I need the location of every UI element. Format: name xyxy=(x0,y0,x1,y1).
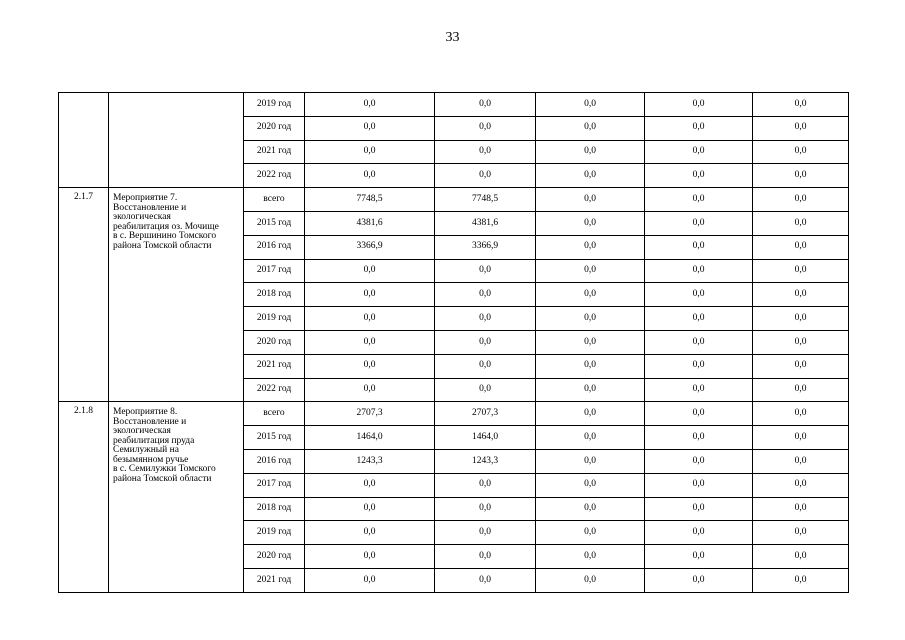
value-cell: 0,0 xyxy=(536,93,645,117)
value-cell: 0,0 xyxy=(305,164,435,188)
value-cell: 0,0 xyxy=(305,330,435,354)
value-cell: 0,0 xyxy=(305,568,435,592)
value-cell: 0,0 xyxy=(645,354,753,378)
year-cell: 2018 год xyxy=(244,497,305,521)
value-cell: 0,0 xyxy=(645,378,753,402)
value-cell: 1464,0 xyxy=(435,426,536,450)
value-cell: 0,0 xyxy=(435,140,536,164)
value-cell: 0,0 xyxy=(536,307,645,331)
value-cell: 0,0 xyxy=(435,497,536,521)
year-cell: 2017 год xyxy=(244,259,305,283)
measure-number-cell xyxy=(59,93,109,188)
value-cell: 0,0 xyxy=(435,307,536,331)
value-cell: 0,0 xyxy=(305,259,435,283)
value-cell: 0,0 xyxy=(753,330,849,354)
value-cell: 0,0 xyxy=(645,188,753,212)
value-cell: 0,0 xyxy=(645,116,753,140)
year-cell: 2015 год xyxy=(244,211,305,235)
table-row xyxy=(59,93,849,117)
year-cell: всего xyxy=(244,402,305,426)
value-cell: 0,0 xyxy=(753,402,849,426)
value-cell: 0,0 xyxy=(753,283,849,307)
value-cell: 0,0 xyxy=(645,93,753,117)
value-cell: 0,0 xyxy=(645,283,753,307)
value-cell: 0,0 xyxy=(435,545,536,569)
value-cell: 0,0 xyxy=(753,473,849,497)
value-cell: 0,0 xyxy=(536,235,645,259)
value-cell: 0,0 xyxy=(435,164,536,188)
measure-number-cell: 2.1.8 xyxy=(59,402,109,592)
value-cell: 0,0 xyxy=(645,330,753,354)
value-cell: 0,0 xyxy=(645,545,753,569)
year-cell: 2021 год xyxy=(244,354,305,378)
value-cell: 0,0 xyxy=(536,354,645,378)
value-cell: 0,0 xyxy=(645,259,753,283)
value-cell: 0,0 xyxy=(753,568,849,592)
value-cell: 0,0 xyxy=(536,140,645,164)
page-number: 33 xyxy=(445,30,460,45)
value-cell: 0,0 xyxy=(435,330,536,354)
year-cell: всего xyxy=(244,188,305,212)
value-cell: 0,0 xyxy=(536,330,645,354)
value-cell: 2707,3 xyxy=(435,402,536,426)
value-cell: 0,0 xyxy=(645,140,753,164)
year-cell: 2021 год xyxy=(244,140,305,164)
year-cell: 2016 год xyxy=(244,235,305,259)
value-cell: 0,0 xyxy=(645,449,753,473)
year-cell: 2020 год xyxy=(244,330,305,354)
value-cell: 0,0 xyxy=(435,473,536,497)
budget-table-body xyxy=(59,93,849,593)
table-row xyxy=(59,402,849,426)
value-cell: 4381,6 xyxy=(305,211,435,235)
value-cell: 0,0 xyxy=(536,473,645,497)
value-cell: 0,0 xyxy=(645,568,753,592)
value-cell: 0,0 xyxy=(645,235,753,259)
value-cell: 0,0 xyxy=(645,402,753,426)
value-cell: 1464,0 xyxy=(305,426,435,450)
year-cell: 2019 год xyxy=(244,521,305,545)
value-cell: 0,0 xyxy=(536,426,645,450)
value-cell: 0,0 xyxy=(753,259,849,283)
value-cell: 0,0 xyxy=(536,497,645,521)
value-cell: 0,0 xyxy=(645,497,753,521)
value-cell: 0,0 xyxy=(753,426,849,450)
value-cell: 0,0 xyxy=(435,283,536,307)
value-cell: 7748,5 xyxy=(435,188,536,212)
value-cell: 0,0 xyxy=(536,449,645,473)
value-cell: 0,0 xyxy=(645,211,753,235)
value-cell: 0,0 xyxy=(753,211,849,235)
year-cell: 2022 год xyxy=(244,164,305,188)
value-cell: 0,0 xyxy=(536,521,645,545)
value-cell: 0,0 xyxy=(753,354,849,378)
value-cell: 0,0 xyxy=(753,93,849,117)
year-cell: 2020 год xyxy=(244,545,305,569)
value-cell: 0,0 xyxy=(536,164,645,188)
value-cell: 0,0 xyxy=(305,307,435,331)
value-cell: 0,0 xyxy=(753,140,849,164)
value-cell: 0,0 xyxy=(645,426,753,450)
value-cell: 0,0 xyxy=(753,497,849,521)
value-cell: 0,0 xyxy=(435,354,536,378)
value-cell: 1243,3 xyxy=(435,449,536,473)
value-cell: 0,0 xyxy=(536,211,645,235)
value-cell: 0,0 xyxy=(536,116,645,140)
year-cell: 2021 год xyxy=(244,568,305,592)
year-cell: 2020 год xyxy=(244,116,305,140)
value-cell: 0,0 xyxy=(305,497,435,521)
value-cell: 0,0 xyxy=(305,283,435,307)
value-cell: 0,0 xyxy=(305,140,435,164)
year-cell: 2019 год xyxy=(244,307,305,331)
year-cell: 2015 год xyxy=(244,426,305,450)
value-cell: 7748,5 xyxy=(305,188,435,212)
value-cell: 0,0 xyxy=(435,93,536,117)
value-cell: 0,0 xyxy=(536,402,645,426)
value-cell: 2707,3 xyxy=(305,402,435,426)
value-cell: 0,0 xyxy=(536,378,645,402)
value-cell: 0,0 xyxy=(753,378,849,402)
value-cell: 3366,9 xyxy=(305,235,435,259)
value-cell: 0,0 xyxy=(753,307,849,331)
value-cell: 0,0 xyxy=(305,354,435,378)
value-cell: 0,0 xyxy=(305,378,435,402)
year-cell: 2017 год xyxy=(244,473,305,497)
value-cell: 0,0 xyxy=(435,259,536,283)
value-cell: 0,0 xyxy=(536,283,645,307)
value-cell: 0,0 xyxy=(753,116,849,140)
value-cell: 0,0 xyxy=(753,521,849,545)
budget-table xyxy=(58,92,849,593)
value-cell: 0,0 xyxy=(536,259,645,283)
value-cell: 3366,9 xyxy=(435,235,536,259)
value-cell: 0,0 xyxy=(435,568,536,592)
value-cell: 0,0 xyxy=(753,545,849,569)
value-cell: 1243,3 xyxy=(305,449,435,473)
value-cell: 0,0 xyxy=(435,378,536,402)
measure-number-cell: 2.1.7 xyxy=(59,188,109,402)
value-cell: 0,0 xyxy=(645,164,753,188)
value-cell: 0,0 xyxy=(435,521,536,545)
value-cell: 0,0 xyxy=(305,473,435,497)
value-cell: 0,0 xyxy=(305,545,435,569)
year-cell: 2016 год xyxy=(244,449,305,473)
value-cell: 0,0 xyxy=(536,188,645,212)
value-cell: 0,0 xyxy=(305,116,435,140)
value-cell: 0,0 xyxy=(753,235,849,259)
measure-description-cell xyxy=(109,93,244,188)
value-cell: 0,0 xyxy=(753,164,849,188)
value-cell: 0,0 xyxy=(435,116,536,140)
year-cell: 2018 год xyxy=(244,283,305,307)
value-cell: 0,0 xyxy=(645,307,753,331)
value-cell: 0,0 xyxy=(305,521,435,545)
value-cell: 0,0 xyxy=(536,545,645,569)
year-cell: 2019 год xyxy=(244,93,305,117)
value-cell: 0,0 xyxy=(753,188,849,212)
measure-description-cell: Мероприятие 7. Восстановление и экологическая реабилитация оз. Мочище в с. Вершинино Томского района Томской области xyxy=(109,188,244,402)
value-cell: 0,0 xyxy=(645,521,753,545)
value-cell: 4381,6 xyxy=(435,211,536,235)
year-cell: 2022 год xyxy=(244,378,305,402)
value-cell: 0,0 xyxy=(305,93,435,117)
value-cell: 0,0 xyxy=(645,473,753,497)
measure-description-cell: Мероприятие 8. Восстановление и экологическая реабилитация пруда Семилужный на безымянном ручье в с. Семилужки Томского района Томской области xyxy=(109,402,244,592)
value-cell: 0,0 xyxy=(536,568,645,592)
table-row xyxy=(59,188,849,212)
value-cell: 0,0 xyxy=(753,449,849,473)
